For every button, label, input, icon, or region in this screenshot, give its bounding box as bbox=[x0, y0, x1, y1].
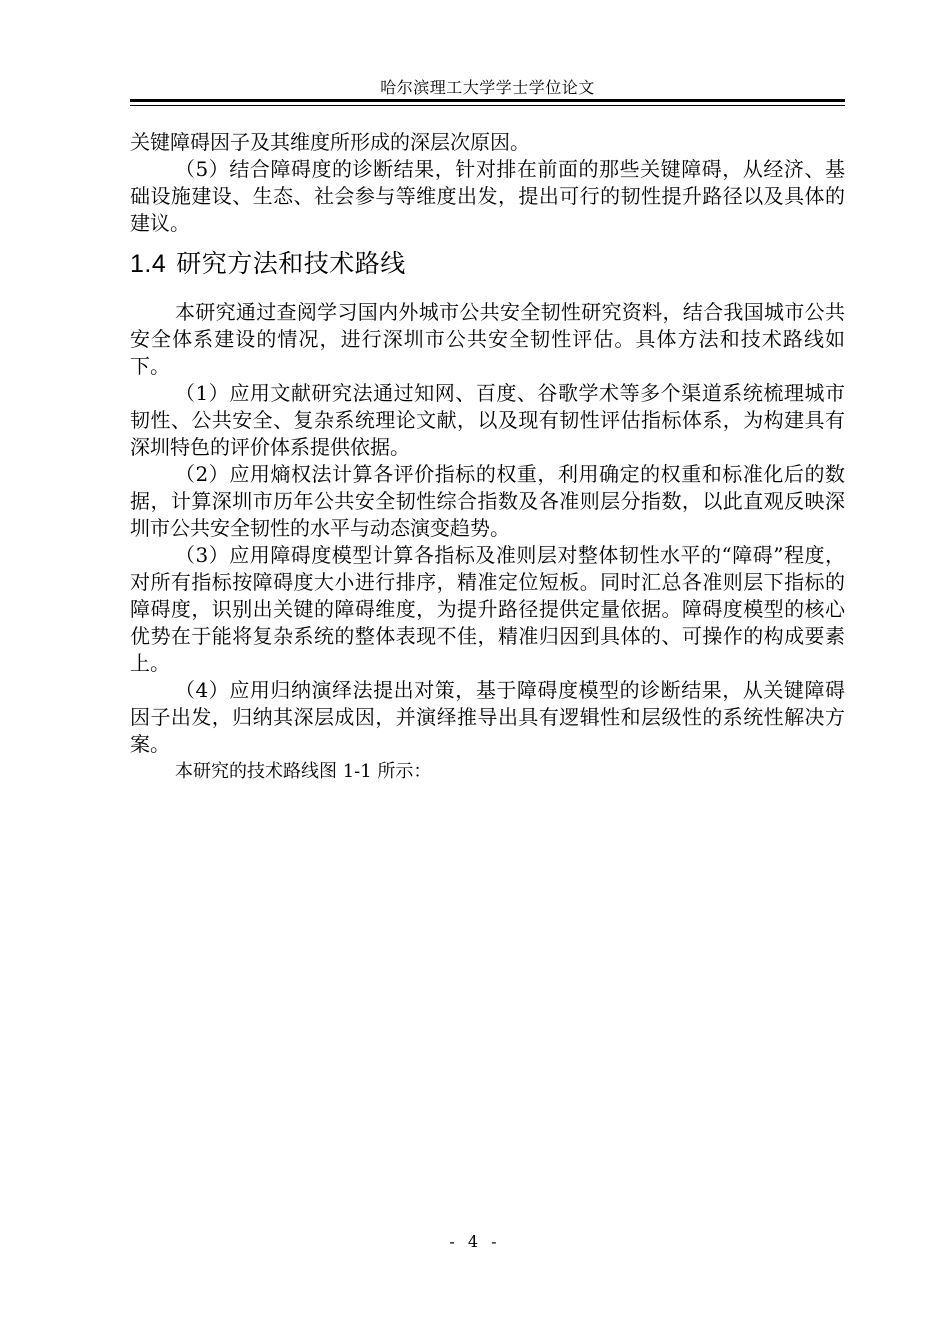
section-heading bbox=[130, 249, 845, 279]
page-number: - 4 - bbox=[449, 1232, 501, 1251]
paragraph-intro: 本研究通过查阅学习国内外城市公共安全韧性研究资料，结合我国城市公共安全体系建设的情况，进行深圳市公共安全韧性评估。具体方法和技术路线如下。 bbox=[130, 300, 845, 378]
section-number: 1.4 bbox=[130, 250, 167, 278]
paragraph-method-1: （1）应用文献研究法通过知网、百度、谷歌学术等多个渠道系统梳理城市韧性、公共安全、复杂系统理论文献，以及现有韧性评估指标体系，为构建具有深圳特色的评价体系提供依据。 bbox=[130, 381, 845, 459]
paragraph-method-3: （3）应用障碍度模型计算各指标及准则层对整体韧性水平的“障碍”程度，对所有指标按障碍度大小进行排序，精准定位短板。同时汇总各准则层下指标的障碍度，识别出关键的障碍维度，为提升路径提供定量依据。障碍度模型的核心优势在于能将复杂系统的整体表现不佳，精准归因到具体的、可操作的构成要素上。 bbox=[130, 543, 845, 675]
section-title: 研究方法和技术路线 bbox=[176, 249, 406, 278]
paragraph-method-4: （4）应用归纳演绎法提出对策，基于障碍度模型的诊断结果，从关键障碍因子出发，归纳其深层成因，并演绎推导出具有逻辑性和层级性的系统性解决方案。 bbox=[130, 678, 845, 756]
paragraph-method-2: （2）应用熵权法计算各评价指标的权重，利用确定的权重和标准化后的数据，计算深圳市历年公共安全韧性综合指数及各准则层分指数，以此直观反映深圳市公共安全韧性的水平与动态演变趋势。 bbox=[130, 462, 845, 540]
paragraph-figure-reference: 本研究的技术路线图 1-1 所示： bbox=[175, 761, 432, 782]
page-header-title: 哈尔滨理工大学学士学位论文 bbox=[380, 78, 595, 97]
paragraph-item-5: （5）结合障碍度的诊断结果，针对排在前面的那些关键障碍，从经济、基础设施建设、生态、社会参与等维度出发，提出可行的韧性提升路径以及具体的建议。 bbox=[130, 157, 845, 235]
paragraph-continuation: 关键障碍因子及其维度所形成的深层次原因。 bbox=[130, 130, 530, 154]
header-rule-thick bbox=[130, 99, 845, 102]
header-rule-thin bbox=[130, 105, 845, 106]
page-body bbox=[130, 129, 845, 785]
